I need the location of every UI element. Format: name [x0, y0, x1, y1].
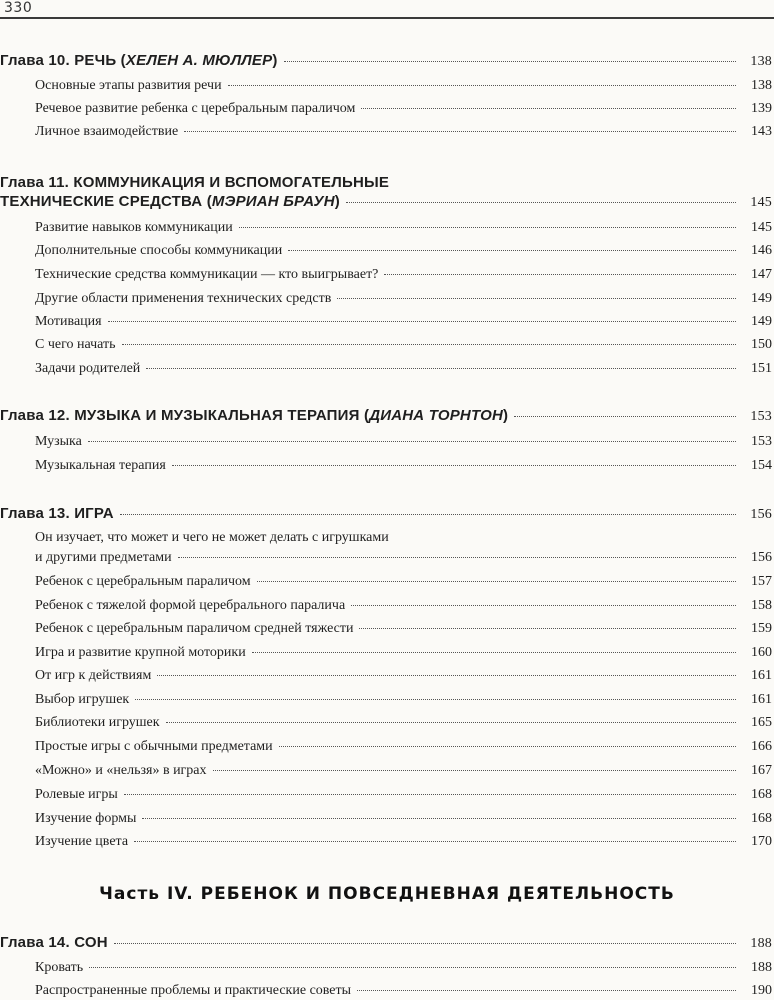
page-ref: 157: [751, 574, 772, 589]
chapter-10-heading[interactable]: [0, 52, 772, 70]
page-ref: 190: [751, 983, 772, 998]
page-ref: 188: [751, 960, 772, 975]
chapter-author: ХЕЛЕН А. МЮЛЛЕР: [125, 52, 273, 69]
chapter-11-heading-line1: Глава 11. КОММУНИКАЦИЯ И ВСПОМОГАТЕЛЬНЫЕ: [0, 174, 390, 191]
page-ref: 149: [751, 314, 772, 329]
toc-entry[interactable]: и другими предметами 156: [35, 550, 772, 565]
toc-entry[interactable]: Развитие навыков коммуникации 145: [35, 220, 772, 235]
page-ref: 159: [751, 621, 772, 636]
page-ref: 165: [751, 715, 772, 730]
page-ref: 166: [751, 739, 772, 754]
page-ref: 156: [751, 550, 772, 565]
page-ref: 139: [751, 101, 772, 116]
page-ref: 160: [751, 645, 772, 660]
toc-entry[interactable]: Кровать 188: [35, 960, 772, 975]
toc-entry[interactable]: Ролевые игры 168: [35, 787, 772, 802]
page-ref: 156: [750, 507, 772, 522]
chapter-title: Глава 13. ИГРА: [0, 505, 114, 522]
toc-entry[interactable]: Музыка 153: [35, 434, 772, 449]
toc-entry[interactable]: Технические средства коммуникации — кто выигрывает? 147: [35, 267, 772, 282]
toc-entry[interactable]: Простые игры с обычными предметами 166: [35, 739, 772, 754]
chapter-13-heading[interactable]: [0, 505, 772, 523]
toc-entry[interactable]: Основные этапы развития речи 138: [35, 78, 772, 93]
toc-entry[interactable]: Изучение формы 168: [35, 811, 772, 826]
toc-entry[interactable]: От игр к действиям 161: [35, 668, 772, 683]
toc-entry-line1: Он изучает, что может и чего не может делать с игрушками: [35, 530, 389, 545]
toc-entry[interactable]: Ребенок с церебральным параличом средней тяжести 159: [35, 621, 772, 636]
page-ref: 168: [751, 811, 772, 826]
toc-entry[interactable]: С чего начать 150: [35, 337, 772, 352]
toc-entry[interactable]: Задачи родителей 151: [35, 361, 772, 376]
leader-dots: [120, 513, 736, 515]
toc-entry[interactable]: Ребенок с тяжелой формой церебрального паралича 158: [35, 598, 772, 613]
toc-entry[interactable]: Игра и развитие крупной моторики 160: [35, 645, 772, 660]
page-ref: 149: [751, 291, 772, 306]
leader-dots: [114, 942, 736, 944]
page-number: 330: [4, 0, 33, 16]
toc-entry[interactable]: Другие области применения технических средств 149: [35, 291, 772, 306]
page-ref: 168: [751, 787, 772, 802]
toc-entry[interactable]: Личное взаимодействие 143: [35, 124, 772, 139]
chapter-title: Глава 10. РЕЧЬ (ХЕЛЕН А. МЮЛЛЕР): [0, 52, 278, 69]
page-ref: 153: [750, 409, 772, 424]
toc-entry[interactable]: Изучение цвета 170: [35, 834, 772, 849]
page-ref: 158: [751, 598, 772, 613]
chapter-12-heading[interactable]: [0, 407, 772, 425]
chapter-14-heading[interactable]: [0, 934, 772, 952]
chapter-author: ДИАНА ТОРНТОН: [369, 407, 504, 424]
leader-dots: [346, 201, 736, 203]
chapter-title: Глава 12. МУЗЫКА И МУЗЫКАЛЬНАЯ ТЕРАПИЯ (ДИАНА ТОРНТОН): [0, 407, 509, 424]
toc-entry[interactable]: «Можно» и «нельзя» в играх 167: [35, 763, 772, 778]
page-ref: 146: [751, 243, 772, 258]
toc-entry[interactable]: Дополнительные способы коммуникации 146: [35, 243, 772, 258]
toc-entry[interactable]: Музыкальная терапия 154: [35, 458, 772, 473]
part-heading: Часть IV. РЕБЕНОК И ПОВСЕДНЕВНАЯ ДЕЯТЕЛЬНОСТЬ: [99, 884, 675, 904]
leader-dots: [514, 415, 736, 417]
page-ref: 161: [751, 668, 772, 683]
page-ref: 138: [751, 78, 772, 93]
toc-entry[interactable]: Библиотеки игрушек 165: [35, 715, 772, 730]
toc-entry[interactable]: Речевое развитие ребенка с церебральным параличом 139: [35, 101, 772, 116]
page-ref: 138: [750, 54, 772, 69]
leader-dots: [284, 60, 736, 62]
page-ref: 170: [751, 834, 772, 849]
page-ref: 150: [751, 337, 772, 352]
toc-entry[interactable]: Ребенок с церебральным параличом 157: [35, 574, 772, 589]
page-ref: 147: [751, 267, 772, 282]
page-ref: 154: [751, 458, 772, 473]
chapter-11-heading-line2[interactable]: ТЕХНИЧЕСКИЕ СРЕДСТВА (МЭРИАН БРАУН) 145: [0, 193, 772, 210]
chapter-title: Глава 14. СОН: [0, 934, 108, 951]
page-ref: 167: [751, 763, 772, 778]
page-ref: 153: [751, 434, 772, 449]
page-ref: 145: [751, 220, 772, 235]
page-ref: 143: [751, 124, 772, 139]
header-rule: [0, 17, 774, 19]
page-ref: 145: [750, 195, 772, 210]
page-ref: 161: [751, 692, 772, 707]
chapter-author: МЭРИАН БРАУН: [211, 193, 335, 210]
toc-entry[interactable]: Выбор игрушек 161: [35, 692, 772, 707]
page-ref: 151: [751, 361, 772, 376]
page-ref: 188: [750, 936, 772, 951]
toc-entry[interactable]: Мотивация 149: [35, 314, 772, 329]
toc-entry[interactable]: Распространенные проблемы и практические советы 190: [35, 983, 772, 998]
